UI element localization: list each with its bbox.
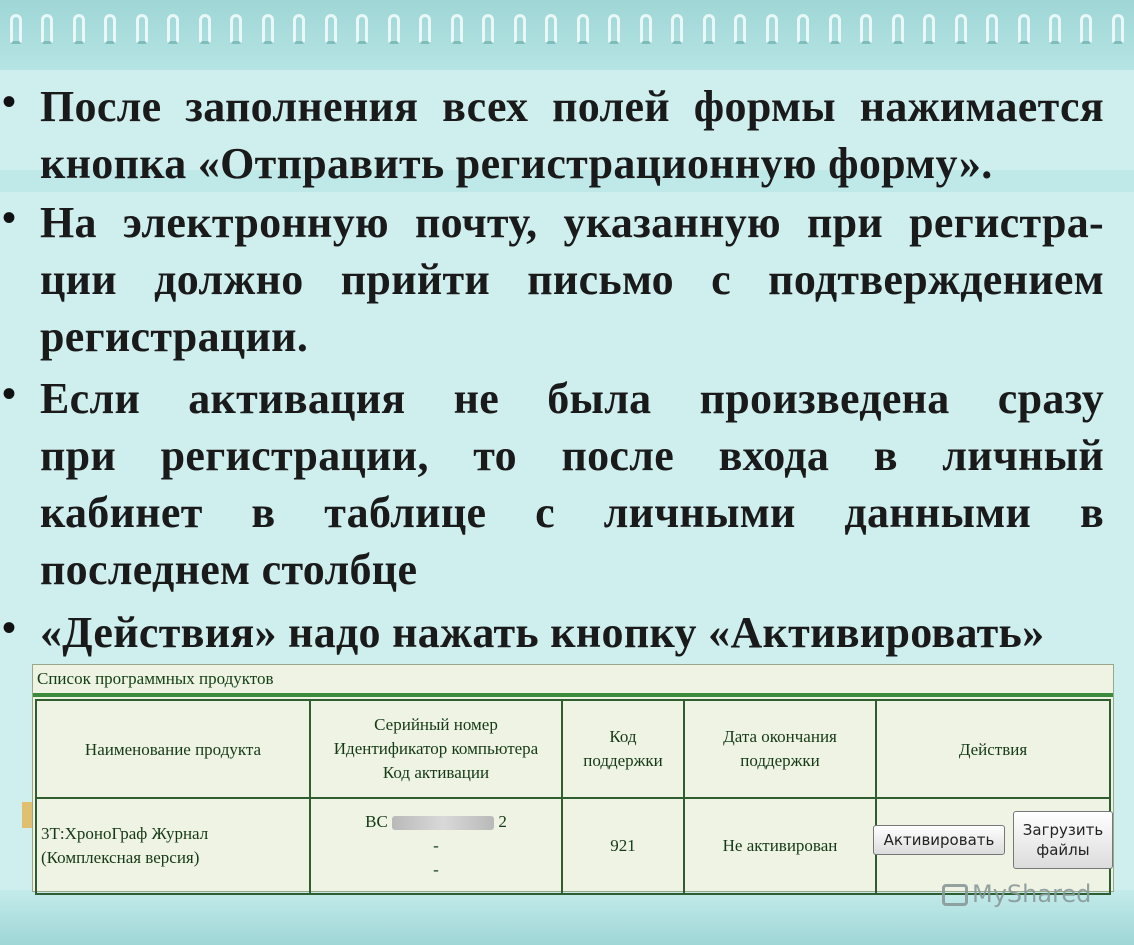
bullet-line: регистрации. [40, 312, 309, 361]
ring-icon [293, 14, 305, 44]
product-name-line: (Комплексная версия) [41, 848, 200, 867]
ring-icon [955, 14, 967, 44]
ring-icon [1049, 14, 1061, 44]
ring-icon [1112, 14, 1124, 44]
ring-icon [41, 14, 53, 44]
ring-icon [167, 14, 179, 44]
header-serial-line: Идентификатор компьютера [333, 739, 539, 758]
ring-icon [451, 14, 463, 44]
ring-icon [356, 14, 368, 44]
watermark [942, 880, 1091, 908]
ring-icon [829, 14, 841, 44]
ring-icon [797, 14, 809, 44]
ring-icon [640, 14, 652, 44]
ring-icon [892, 14, 904, 44]
cell-product-name [36, 798, 310, 894]
ring-icon [230, 14, 242, 44]
ring-icon [577, 14, 589, 44]
serial-suffix: 2 [498, 812, 507, 831]
header-support-end [684, 700, 876, 798]
bullet-symbol: • [2, 371, 17, 416]
panel-caption: Список программных продуктов [37, 669, 274, 688]
cell-serial [310, 798, 562, 894]
bullet-4-text [40, 604, 1104, 661]
bullet-2-text [40, 194, 1104, 365]
bullet-3-text [40, 370, 1104, 598]
ring-icon [388, 14, 400, 44]
ring-icon [482, 14, 494, 44]
ring-icon [860, 14, 872, 44]
ring-icon [734, 14, 746, 44]
cell-support-code: 921 [562, 798, 684, 894]
ring-icon [703, 14, 715, 44]
bullet-line: На электронную почту, указанную при регистра- [40, 198, 1104, 247]
ring-icon [262, 14, 274, 44]
ring-icon [923, 14, 935, 44]
panel-divider [33, 693, 1113, 697]
ring-icon [199, 14, 211, 44]
bullet-line: После заполнения всех полей формы нажимается [40, 82, 1104, 131]
bullet-line: кнопка «Отправить регистрационную форму». [40, 139, 993, 188]
serial-prefix: BC [365, 812, 388, 831]
ring-icon [608, 14, 620, 44]
table-header-row [36, 700, 1110, 798]
upload-files-button[interactable] [1013, 811, 1113, 869]
cell-support-end: Не активирован [684, 798, 876, 894]
ring-icon [419, 14, 431, 44]
header-date-line: поддержки [740, 751, 820, 770]
ring-icon [986, 14, 998, 44]
serial-number [312, 810, 560, 834]
ring-icon [671, 14, 683, 44]
upload-label-line: файлы [1036, 841, 1090, 859]
bullet-symbol: • [2, 605, 17, 650]
ring-icon [545, 14, 557, 44]
folder-icon [22, 802, 32, 828]
header-code-line: поддержки [583, 751, 663, 770]
ring-icon [10, 14, 22, 44]
bullet-1-text [40, 78, 1104, 192]
ring-icon [136, 14, 148, 44]
header-actions: Действия [876, 700, 1110, 798]
ring-icon [766, 14, 778, 44]
ring-icon [1018, 14, 1030, 44]
bullet-line: последнем столбце [40, 545, 418, 594]
redacted-serial [392, 816, 494, 830]
bullet-line: кабинет в таблице с личными данными в [40, 488, 1104, 537]
header-support-code [562, 700, 684, 798]
bullet-line: ции должно прийти письмо с подтверждением [40, 255, 1104, 304]
ring-icon [325, 14, 337, 44]
header-serial-line: Серийный номер [374, 715, 498, 734]
bullet-line: Если активация не была произведена сразу [40, 374, 1104, 423]
header-code-line: Код [609, 727, 637, 746]
ring-icon [514, 14, 526, 44]
product-name-line: 3Т:ХроноГраф Журнал [41, 824, 209, 843]
products-panel [32, 664, 1114, 892]
computer-identifier: - [433, 836, 439, 855]
activation-code: - [433, 860, 439, 879]
products-table [35, 699, 1111, 895]
header-serial [310, 700, 562, 798]
header-serial-line: Код активации [382, 763, 490, 782]
bullet-line: «Действия» надо нажать кнопку «Активировать» [40, 608, 1045, 657]
ring-icon [104, 14, 116, 44]
bullet-symbol: • [2, 79, 17, 124]
notebook-rings [10, 14, 1124, 54]
activate-button[interactable]: Активировать [873, 825, 1005, 855]
upload-label-line: Загрузить [1022, 821, 1104, 839]
bullet-line: при регистрации, то после входа в личный [40, 431, 1104, 480]
ring-icon [1080, 14, 1092, 44]
header-date-line: Дата окончания [723, 727, 837, 746]
watermark-text: MyShared [972, 880, 1092, 908]
myshared-logo-icon [942, 884, 968, 906]
bullet-symbol: • [2, 195, 17, 240]
ring-icon [73, 14, 85, 44]
header-name: Наименование продукта [36, 700, 310, 798]
